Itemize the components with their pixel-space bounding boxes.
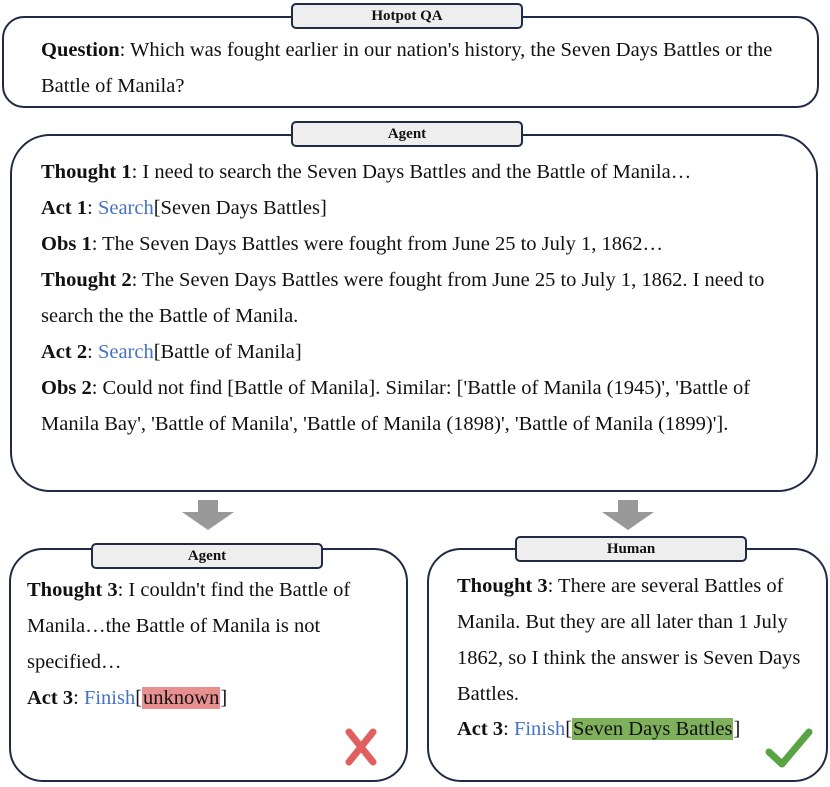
human-act3-line bbox=[457, 711, 817, 747]
question-body: : Which was fought earlier in our nation's history, the Seven Days Battles or the Battle of Manila? bbox=[41, 39, 773, 97]
agent-trajectory-title: Agent bbox=[291, 121, 523, 147]
green-check-icon bbox=[764, 726, 814, 772]
agent-act3-open: [ bbox=[135, 687, 143, 709]
act1-sep: : bbox=[87, 197, 98, 219]
question-box-title: Hotpot QA bbox=[291, 3, 523, 29]
obs2-label: Obs 2 bbox=[41, 377, 92, 399]
red-x-icon bbox=[344, 727, 378, 767]
act1-line bbox=[41, 190, 811, 226]
human-act3-sep: : bbox=[503, 718, 514, 740]
agent-act3-answer: unknown bbox=[143, 687, 220, 709]
agent-branch-title: Agent bbox=[91, 543, 323, 569]
act2-label: Act 2 bbox=[41, 341, 88, 363]
obs1-line bbox=[41, 226, 811, 262]
act2-arg: [Battle of Manila] bbox=[153, 341, 302, 363]
agent-act3-line bbox=[27, 680, 399, 716]
obs1-text: : The Seven Days Battles were fought from June 25 to July 1, 1862… bbox=[91, 233, 663, 255]
thought1-line bbox=[41, 154, 811, 190]
down-arrow-right-icon bbox=[602, 500, 654, 530]
agent-act3-sep: : bbox=[73, 687, 84, 709]
agent-act3-action: Finish bbox=[83, 687, 136, 709]
question-text bbox=[41, 32, 801, 104]
obs2-line bbox=[41, 370, 801, 442]
act2-sep: : bbox=[87, 341, 98, 363]
human-thought3-label: Thought 3 bbox=[457, 575, 548, 597]
agent-act3-close: ] bbox=[220, 687, 228, 709]
act1-action: Search bbox=[97, 197, 154, 219]
question-label: Question bbox=[41, 39, 120, 61]
thought2-text: : The Seven Days Battles were fought from June 25 to July 1, 1862. I need to search the the Battle of Manila. bbox=[41, 269, 765, 327]
agent-thought3-label: Thought 3 bbox=[27, 579, 118, 601]
thought1-text: : I need to search the Seven Days Battles and the Battle of Manila… bbox=[131, 161, 692, 183]
act1-arg: [Seven Days Battles] bbox=[153, 197, 327, 219]
human-act3-action: Finish bbox=[513, 718, 566, 740]
human-act3-answer: Seven Days Battles bbox=[573, 718, 733, 740]
human-act3-open: [ bbox=[565, 718, 573, 740]
human-act3-label: Act 3 bbox=[457, 718, 504, 740]
agent-act3-label: Act 3 bbox=[27, 687, 74, 709]
agent-thought3-line bbox=[27, 572, 399, 680]
obs1-label: Obs 1 bbox=[41, 233, 92, 255]
act2-line bbox=[41, 334, 811, 370]
down-arrow-left-icon bbox=[182, 500, 234, 530]
human-thought3-line bbox=[457, 568, 817, 712]
human-thought3-text: : There are several Battles of Manila. But they are all later than 1 July 1862, so I think the answer is Seven Days Battles. bbox=[457, 575, 801, 705]
thought2-label: Thought 2 bbox=[41, 269, 132, 291]
obs2-text: : Could not find [Battle of Manila]. Similar: ['Battle of Manila (1945)', 'Battle of Manila Bay', 'Battle of Manila', 'Battle of Manila (1898)', 'Battle of Manila (1899)']. bbox=[41, 377, 751, 435]
human-branch-title: Human bbox=[515, 536, 747, 562]
act2-action: Search bbox=[97, 341, 154, 363]
thought2-line bbox=[41, 262, 801, 334]
human-act3-close: ] bbox=[733, 718, 741, 740]
agent-thought3-text: : I couldn't find the Battle of Manila…the Battle of Manila is not specified… bbox=[27, 579, 351, 673]
act1-label: Act 1 bbox=[41, 197, 88, 219]
thought1-label: Thought 1 bbox=[41, 161, 132, 183]
